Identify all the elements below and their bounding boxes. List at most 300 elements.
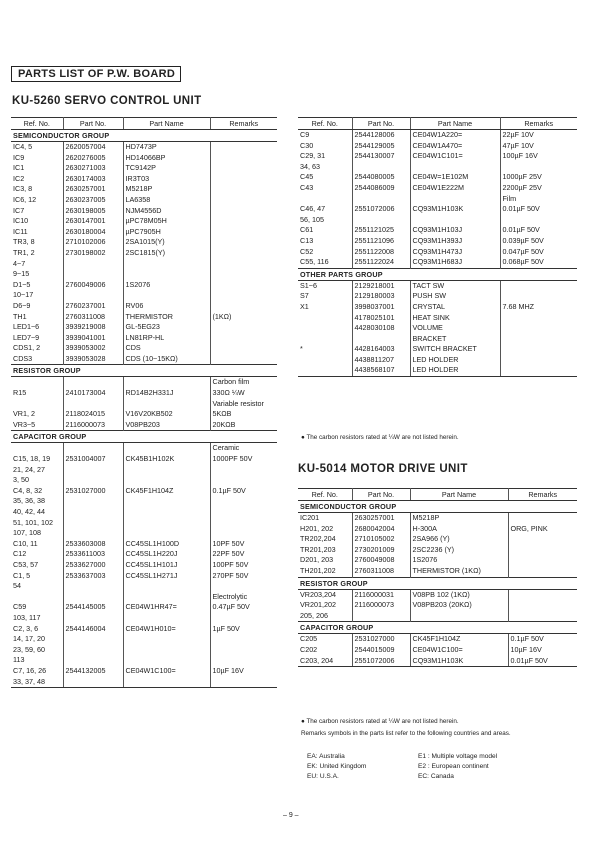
part-no-cell bbox=[63, 269, 123, 280]
part-no-cell bbox=[63, 655, 123, 666]
table-row bbox=[298, 656, 577, 667]
column-header: Ref. No. bbox=[11, 118, 63, 130]
group-header-row bbox=[298, 577, 577, 589]
ref-no-cell: C12 bbox=[11, 549, 63, 560]
remarks-cell bbox=[500, 323, 577, 334]
ref-no-cell: C45 bbox=[298, 172, 352, 183]
part-name-cell bbox=[123, 290, 210, 301]
part-name-cell: SWITCH BRACKET bbox=[410, 344, 500, 355]
ref-no-cell: S1~6 bbox=[298, 280, 352, 291]
part-no-cell: 2544132005 bbox=[63, 666, 123, 677]
table-row bbox=[11, 560, 277, 571]
legend-row: EA: Australia E1 : Multiple voltage model bbox=[307, 753, 498, 760]
table-row bbox=[11, 475, 277, 486]
carbon-resistor-note-bottom: ● The carbon resistors rated at ¼W are not listed herein. bbox=[301, 718, 459, 725]
table-row bbox=[298, 141, 577, 152]
ref-no-cell bbox=[298, 194, 352, 205]
table-row bbox=[11, 518, 277, 529]
remarks-cell bbox=[210, 645, 277, 656]
part-name-cell: CQ93M1H393J bbox=[410, 236, 500, 247]
group-title: CAPACITOR GROUP bbox=[11, 431, 277, 443]
part-name-cell bbox=[410, 215, 500, 226]
remarks-intro: Remarks symbols in the parts list refer to the following countries and areas. bbox=[301, 730, 511, 737]
page-number: – 9 – bbox=[283, 812, 299, 819]
ref-no-cell: C9 bbox=[298, 130, 352, 141]
part-no-cell bbox=[63, 634, 123, 645]
table-row bbox=[298, 183, 577, 194]
table-row bbox=[11, 486, 277, 497]
remarks-cell bbox=[508, 600, 577, 611]
table-row bbox=[11, 549, 277, 560]
part-name-cell bbox=[123, 507, 210, 518]
legend-row: EK: United Kingdom E2 : European continent bbox=[307, 763, 489, 770]
table-row bbox=[11, 613, 277, 624]
part-no-cell bbox=[63, 518, 123, 529]
part-no-cell bbox=[352, 215, 410, 226]
remarks-cell: (1KΩ) bbox=[212, 311, 232, 321]
part-no-cell: 2410173004 bbox=[63, 388, 123, 399]
table-row bbox=[11, 343, 277, 354]
part-name-cell: HD7473P bbox=[123, 142, 210, 153]
part-no-cell: 2760311008 bbox=[63, 312, 123, 323]
part-name-cell: RD14B2H331J bbox=[123, 388, 210, 399]
table-row bbox=[298, 545, 577, 556]
table-row bbox=[11, 195, 277, 206]
remarks-cell: 270PF 50V bbox=[212, 570, 249, 580]
ref-no-cell: 23, 59, 60 bbox=[11, 645, 63, 656]
ref-no-cell: TR201,203 bbox=[298, 545, 352, 556]
column-header: Remarks bbox=[500, 118, 577, 130]
remarks-cell: 47µF 10V bbox=[502, 140, 534, 150]
remarks-cell bbox=[210, 163, 277, 174]
remarks-cell bbox=[210, 581, 277, 592]
remarks-cell: 22PF 50V bbox=[212, 549, 245, 559]
remarks-cell bbox=[210, 465, 277, 476]
left-parts-table bbox=[11, 117, 277, 688]
ref-no-cell: VR203,204 bbox=[298, 589, 352, 600]
ref-no-cell: 40, 42, 44 bbox=[11, 507, 63, 518]
right-top-parts-table bbox=[298, 117, 577, 377]
ref-no-cell bbox=[298, 323, 352, 334]
ref-no-cell: 54 bbox=[11, 581, 63, 592]
part-no-cell: 2551122008 bbox=[352, 247, 410, 258]
group-title: SEMICONDUCTOR GROUP bbox=[11, 130, 277, 142]
table-row bbox=[11, 581, 277, 592]
part-name-cell: LED HOLDER bbox=[410, 365, 500, 376]
remarks-cell bbox=[210, 153, 277, 164]
ref-no-cell: 107, 108 bbox=[11, 528, 63, 539]
table-row bbox=[298, 513, 577, 524]
ref-no-cell: IC7 bbox=[11, 206, 63, 217]
part-no-cell bbox=[352, 611, 410, 622]
ref-no-cell bbox=[11, 399, 63, 410]
remarks-cell: 0.01µF 50V bbox=[502, 225, 540, 235]
part-no-cell bbox=[63, 592, 123, 603]
part-no-cell: 3939219008 bbox=[63, 322, 123, 333]
ref-no-cell: 33, 37, 48 bbox=[11, 677, 63, 688]
part-no-cell bbox=[63, 528, 123, 539]
ref-no-cell: 205, 206 bbox=[298, 611, 352, 622]
table-row bbox=[11, 354, 277, 365]
table-row bbox=[298, 313, 577, 324]
part-no-cell bbox=[63, 377, 123, 388]
part-name-cell: CE04W1C100= bbox=[123, 666, 210, 677]
part-name-cell bbox=[123, 496, 210, 507]
remarks-cell bbox=[508, 611, 577, 622]
remarks-cell: 22µF 10V bbox=[502, 130, 534, 139]
table-row bbox=[298, 365, 577, 376]
remarks-cell bbox=[210, 259, 277, 270]
part-name-cell: 2SC1815(Y) bbox=[123, 248, 210, 259]
table-row bbox=[11, 280, 277, 291]
table-row bbox=[11, 312, 277, 323]
table-row bbox=[11, 507, 277, 518]
ref-no-cell: VR201,202 bbox=[298, 600, 352, 611]
part-no-cell: 2760311008 bbox=[352, 566, 410, 577]
part-name-cell bbox=[123, 399, 210, 410]
part-no-cell: 4428030108 bbox=[352, 323, 410, 334]
part-no-cell: 2630257001 bbox=[352, 513, 410, 524]
ref-no-cell: C1, 5 bbox=[11, 571, 63, 582]
ref-no-cell: IC201 bbox=[298, 513, 352, 524]
part-no-cell: 2551072006 bbox=[352, 204, 410, 215]
table-row bbox=[298, 645, 577, 656]
part-name-cell bbox=[123, 377, 210, 388]
table-row bbox=[11, 216, 277, 227]
remarks-cell bbox=[508, 566, 577, 577]
part-name-cell bbox=[123, 443, 210, 454]
part-no-cell: 2118024015 bbox=[63, 409, 123, 420]
ref-no-cell: C202 bbox=[298, 645, 352, 656]
part-name-cell bbox=[123, 581, 210, 592]
part-name-cell: 2SC2236 (Y) bbox=[410, 545, 508, 556]
part-name-cell bbox=[123, 259, 210, 270]
group-title: SEMICONDUCTOR GROUP bbox=[298, 501, 577, 513]
table-row bbox=[298, 555, 577, 566]
remarks-cell bbox=[210, 216, 277, 227]
part-name-cell: 1S2076 bbox=[123, 280, 210, 291]
table-row bbox=[11, 420, 277, 431]
remarks-cell bbox=[210, 507, 277, 518]
remarks-cell bbox=[210, 634, 277, 645]
ref-no-cell: C7, 16, 26 bbox=[11, 666, 63, 677]
table-row bbox=[298, 334, 577, 345]
part-name-cell: CE04W1A470= bbox=[410, 141, 500, 152]
table-row bbox=[298, 634, 577, 645]
table-row bbox=[11, 666, 277, 677]
part-no-cell: 2129180003 bbox=[352, 291, 410, 302]
ref-no-cell: C30 bbox=[298, 141, 352, 152]
remarks-cell bbox=[210, 195, 277, 206]
table-row bbox=[11, 409, 277, 420]
ref-no-cell: IC11 bbox=[11, 227, 63, 238]
part-name-cell: RV06 bbox=[123, 301, 210, 312]
ref-no-cell: TH201,202 bbox=[298, 566, 352, 577]
part-no-cell bbox=[63, 399, 123, 410]
part-name-cell: CQ93M1H683J bbox=[410, 257, 500, 268]
ref-no-cell: C52 bbox=[298, 247, 352, 258]
part-name-cell bbox=[123, 518, 210, 529]
ref-no-cell: CDS3 bbox=[11, 354, 63, 365]
remarks-cell bbox=[210, 237, 277, 248]
ref-no-cell: 56, 105 bbox=[298, 215, 352, 226]
table-row bbox=[11, 677, 277, 688]
column-header: Ref. No. bbox=[298, 118, 352, 130]
ref-no-cell: 34, 63 bbox=[298, 162, 352, 173]
group-header-row bbox=[298, 622, 577, 634]
part-name-cell: M5218P bbox=[410, 513, 508, 524]
part-name-cell: VOLUME bbox=[410, 323, 500, 334]
remarks-cell bbox=[508, 545, 577, 556]
remarks-cell bbox=[210, 248, 277, 259]
part-name-cell bbox=[123, 475, 210, 486]
table-row bbox=[11, 290, 277, 301]
remarks-cell: 0.01µF 50V bbox=[508, 656, 577, 667]
ref-no-cell bbox=[298, 313, 352, 324]
part-no-cell: 2630198005 bbox=[63, 206, 123, 217]
part-no-cell bbox=[63, 443, 123, 454]
ref-no-cell: VR3~5 bbox=[11, 420, 63, 431]
ref-no-cell: C2, 3, 6 bbox=[11, 624, 63, 635]
part-name-cell: CDS bbox=[123, 343, 210, 354]
remarks-cell bbox=[508, 513, 577, 524]
remarks-cell: 0.039µF 50V bbox=[502, 235, 544, 245]
ref-no-cell: IC3, 8 bbox=[11, 184, 63, 195]
table-row bbox=[11, 206, 277, 217]
table-row bbox=[11, 163, 277, 174]
ref-no-cell: * bbox=[298, 344, 352, 355]
table-row bbox=[11, 645, 277, 656]
part-name-cell bbox=[123, 645, 210, 656]
ref-no-cell: D201, 203 bbox=[298, 555, 352, 566]
table-row bbox=[11, 624, 277, 635]
carbon-resistor-note-top: ● The carbon resistors rated at ¼W are not listed herein. bbox=[301, 434, 459, 441]
ref-no-cell: LED7~9 bbox=[11, 333, 63, 344]
table-row bbox=[298, 225, 577, 236]
group-header-row bbox=[298, 501, 577, 513]
remarks-cell: Carbon film bbox=[212, 377, 250, 387]
ref-no-cell: C59 bbox=[11, 602, 63, 613]
part-no-cell: 2620276005 bbox=[63, 153, 123, 164]
ref-no-cell: 113 bbox=[11, 655, 63, 666]
table-row bbox=[11, 388, 277, 399]
remarks-cell bbox=[210, 613, 277, 624]
ref-no-cell: C43 bbox=[298, 183, 352, 194]
part-no-cell bbox=[352, 334, 410, 345]
ref-no-cell: S7 bbox=[298, 291, 352, 302]
part-name-cell bbox=[410, 611, 508, 622]
remarks-cell: 10PF 50V bbox=[212, 538, 245, 548]
table-row bbox=[11, 237, 277, 248]
table-row bbox=[11, 465, 277, 476]
ref-no-cell: C53, 57 bbox=[11, 560, 63, 571]
table-row bbox=[298, 204, 577, 215]
part-name-cell: V16V20KB502 bbox=[123, 409, 210, 420]
part-name-cell: GL-5EG23 bbox=[123, 322, 210, 333]
country-legend bbox=[307, 752, 497, 782]
part-no-cell: 2760049006 bbox=[63, 280, 123, 291]
part-name-cell: CK45F1H104Z bbox=[410, 634, 508, 645]
table-row bbox=[298, 236, 577, 247]
part-no-cell: 3939053028 bbox=[63, 354, 123, 365]
table-row bbox=[298, 291, 577, 302]
table-row bbox=[11, 153, 277, 164]
table-row bbox=[11, 174, 277, 185]
table-header-row bbox=[298, 118, 577, 130]
remarks-cell bbox=[210, 496, 277, 507]
part-no-cell: 2116000031 bbox=[352, 589, 410, 600]
remarks-cell bbox=[210, 227, 277, 238]
part-name-cell: M5218P bbox=[123, 184, 210, 195]
remarks-cell bbox=[210, 475, 277, 486]
table-row bbox=[298, 162, 577, 173]
ref-no-cell: IC2 bbox=[11, 174, 63, 185]
remarks-cell bbox=[210, 655, 277, 666]
part-name-cell: CE04W1A220= bbox=[410, 130, 500, 141]
part-no-cell: 2620057004 bbox=[63, 142, 123, 153]
part-name-cell bbox=[410, 194, 500, 205]
remarks-cell: 0.1µF 50V bbox=[212, 485, 246, 495]
ref-no-cell bbox=[298, 365, 352, 376]
ref-no-cell: TH1 bbox=[11, 312, 63, 323]
ref-no-cell bbox=[11, 377, 63, 388]
column-header: Part No. bbox=[352, 118, 410, 130]
part-name-cell bbox=[123, 655, 210, 666]
part-name-cell: CQ93M1H103K bbox=[410, 204, 500, 215]
part-no-cell: 2630237005 bbox=[63, 195, 123, 206]
part-name-cell: CRYSTAL bbox=[410, 302, 500, 313]
column-header: Part No. bbox=[352, 489, 410, 501]
part-no-cell: 4178025101 bbox=[352, 313, 410, 324]
part-name-cell: CE04W1C101= bbox=[410, 151, 500, 162]
part-name-cell: CE04W1E222M bbox=[410, 183, 500, 194]
table-row bbox=[11, 539, 277, 550]
part-no-cell: 2544080005 bbox=[352, 172, 410, 183]
part-no-cell bbox=[63, 613, 123, 624]
part-name-cell bbox=[123, 634, 210, 645]
table-row bbox=[11, 655, 277, 666]
part-no-cell: 2531004007 bbox=[63, 454, 123, 465]
part-no-cell: 2544145005 bbox=[63, 602, 123, 613]
part-name-cell: µPC78M05H bbox=[123, 216, 210, 227]
part-name-cell: CE04W1C100= bbox=[410, 645, 508, 656]
table-row bbox=[11, 496, 277, 507]
ref-no-cell: X1 bbox=[298, 302, 352, 313]
table-row bbox=[298, 215, 577, 226]
table-row bbox=[11, 301, 277, 312]
table-row bbox=[298, 611, 577, 622]
ref-no-cell: 14, 17, 20 bbox=[11, 634, 63, 645]
part-name-cell: LN81RP-HL bbox=[123, 333, 210, 344]
ref-no-cell: CDS1, 2 bbox=[11, 343, 63, 354]
ref-no-cell: 35, 36, 38 bbox=[11, 496, 63, 507]
ref-no-cell: 3, 50 bbox=[11, 475, 63, 486]
table-row bbox=[11, 184, 277, 195]
part-name-cell: CE04W1HR47= bbox=[123, 602, 210, 613]
table-row bbox=[298, 344, 577, 355]
part-no-cell: 2730201009 bbox=[352, 545, 410, 556]
part-name-cell bbox=[123, 528, 210, 539]
ref-no-cell: H201, 202 bbox=[298, 524, 352, 535]
part-name-cell: THERMISTOR (1KΩ) bbox=[410, 566, 508, 577]
table-row bbox=[11, 142, 277, 153]
part-name-cell: NJM4556D bbox=[123, 206, 210, 217]
part-name-cell: PUSH SW bbox=[410, 291, 500, 302]
remarks-cell: 1µF 50V bbox=[212, 623, 240, 633]
ref-no-cell: D1~5 bbox=[11, 280, 63, 291]
ref-no-cell: C46, 47 bbox=[298, 204, 352, 215]
part-no-cell: 2116000073 bbox=[352, 600, 410, 611]
part-name-cell: CC45SL1H220J bbox=[123, 549, 210, 560]
table-row bbox=[298, 280, 577, 291]
remarks-cell: 0.1µF 50V bbox=[510, 634, 544, 644]
remarks-cell: ORG, PINK bbox=[510, 523, 548, 533]
remarks-cell bbox=[210, 518, 277, 529]
table-row bbox=[11, 454, 277, 465]
remarks-cell bbox=[210, 354, 277, 365]
part-name-cell: THERMISTOR bbox=[123, 312, 210, 323]
part-name-cell: LA6358 bbox=[123, 195, 210, 206]
table-row bbox=[298, 323, 577, 334]
group-title: OTHER PARTS GROUP bbox=[298, 268, 577, 280]
remarks-cell: 10µF 16V bbox=[510, 644, 542, 654]
part-no-cell: 2760049008 bbox=[352, 555, 410, 566]
ref-no-cell: TR202,204 bbox=[298, 534, 352, 545]
part-no-cell: 2551072006 bbox=[352, 656, 410, 667]
part-no-cell: 2531027000 bbox=[352, 634, 410, 645]
part-no-cell bbox=[63, 259, 123, 270]
column-header: Remarks bbox=[210, 118, 277, 130]
ref-no-cell: 103, 117 bbox=[11, 613, 63, 624]
left-unit-title: KU-5260 SERVO CONTROL UNIT bbox=[12, 95, 202, 107]
remarks-cell bbox=[508, 589, 577, 600]
part-name-cell: CDS (10~15KΩ) bbox=[123, 354, 210, 365]
part-no-cell: 2551121096 bbox=[352, 236, 410, 247]
part-name-cell: 1S2076 bbox=[410, 555, 508, 566]
part-no-cell: 2544130007 bbox=[352, 151, 410, 162]
part-name-cell: CE04W=1E102M bbox=[410, 172, 500, 183]
ref-no-cell: IC6, 12 bbox=[11, 195, 63, 206]
part-name-cell bbox=[410, 162, 500, 173]
table-row bbox=[11, 259, 277, 270]
remarks-cell bbox=[500, 334, 577, 345]
right-unit-title: KU-5014 MOTOR DRIVE UNIT bbox=[298, 463, 468, 475]
group-header-row bbox=[298, 268, 577, 280]
part-name-cell: CC45SL1H101J bbox=[123, 560, 210, 571]
part-name-cell: V08PB 102 (1KΩ) bbox=[410, 589, 508, 600]
remarks-cell bbox=[210, 343, 277, 354]
part-name-cell: CE04W1H010= bbox=[123, 624, 210, 635]
ref-no-cell: IC1 bbox=[11, 163, 63, 174]
part-no-cell: 2551122024 bbox=[352, 257, 410, 268]
remarks-cell bbox=[210, 528, 277, 539]
table-row bbox=[11, 528, 277, 539]
remarks-cell bbox=[210, 174, 277, 185]
ref-no-cell: TR1, 2 bbox=[11, 248, 63, 259]
part-name-cell: µPC7905H bbox=[123, 227, 210, 238]
table-row bbox=[11, 443, 277, 454]
ref-no-cell: R15 bbox=[11, 388, 63, 399]
part-no-cell: 2533611003 bbox=[63, 549, 123, 560]
ref-no-cell: C10, 11 bbox=[11, 539, 63, 550]
remarks-cell bbox=[210, 206, 277, 217]
table-row bbox=[11, 269, 277, 280]
part-no-cell: 2544128006 bbox=[352, 130, 410, 141]
group-header-row bbox=[11, 431, 277, 443]
remarks-cell: 2200µF 25V bbox=[502, 182, 542, 192]
part-no-cell: 2544086009 bbox=[352, 183, 410, 194]
remarks-cell: 1000PF 50V bbox=[212, 454, 253, 464]
